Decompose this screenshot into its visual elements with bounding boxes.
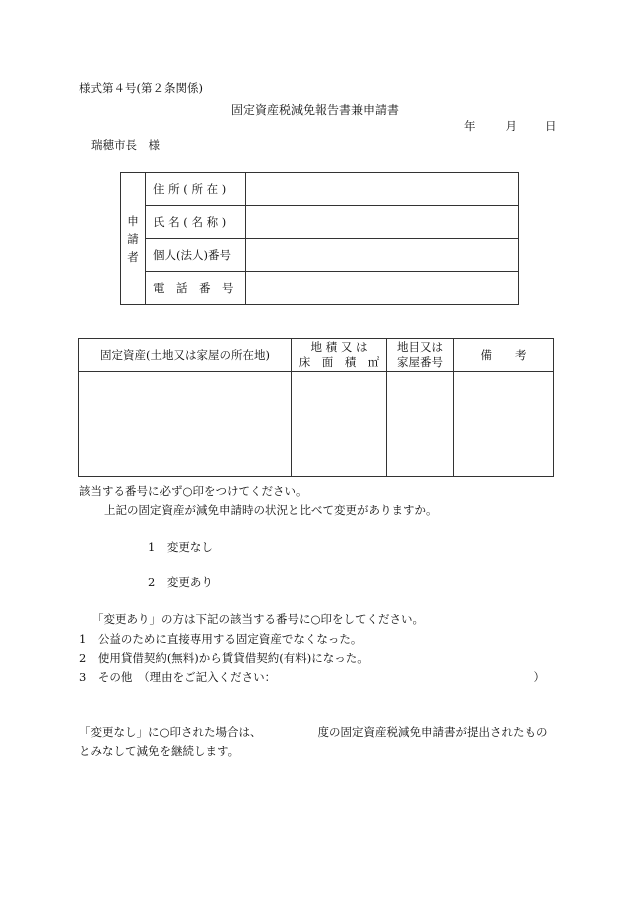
table-row: [79, 372, 554, 477]
form-number: 様式第４号(第２条関係): [79, 81, 203, 95]
side-char: 者: [127, 249, 139, 264]
final-note-line2: とみなして減免を継続します。: [79, 744, 240, 758]
personal-number-field[interactable]: [246, 239, 519, 272]
date-line: [464, 118, 557, 134]
col-location-header: 固定資産(土地又は家屋の所在地): [79, 339, 292, 372]
applicant-row-address: [121, 173, 519, 206]
location-cell[interactable]: [79, 372, 292, 477]
final-note-part-a: 「変更なし」に○印された場合は、: [79, 725, 262, 739]
lotnumber-cell[interactable]: [387, 372, 454, 477]
instruction-note: 該当する番号に必ず○印をつけてください。: [79, 484, 308, 498]
personal-number-label: 個人(法人)番号: [146, 239, 246, 272]
final-note-part-b: 度の固定資産税減免申請書が提出されたもの: [317, 725, 548, 739]
area-cell[interactable]: [292, 372, 387, 477]
date-day-label: 日: [545, 119, 557, 133]
col-lotnumber-header: [387, 339, 454, 372]
reason-item-3-close: ）: [533, 670, 545, 684]
option-no-change[interactable]: 1 変更なし: [148, 540, 213, 554]
name-label: 氏 名 ( 名 称 ): [146, 206, 246, 239]
applicant-row-id: [121, 239, 519, 272]
side-char: 請: [127, 231, 139, 246]
col-remarks-header: 備 考: [454, 339, 554, 372]
applicant-row-name: [121, 206, 519, 239]
remarks-cell[interactable]: [454, 372, 554, 477]
final-note-line1: [79, 724, 548, 740]
applicant-row-phone: [121, 272, 519, 305]
reason-item-3-text: 3 その他 （理由をご記入ください：: [79, 670, 277, 684]
col-lotnumber-header-line2: 家屋番号: [397, 355, 443, 369]
applicant-table: [120, 172, 519, 305]
phone-label: 電 話 番 号: [146, 272, 246, 305]
col-area-header: [292, 339, 387, 372]
addressee: 瑞穂市長 様: [91, 138, 160, 152]
property-table-header: [79, 339, 554, 372]
reason-item-2[interactable]: 2 使用貸借契約(無料)から賃貸借契約(有料)になった。: [79, 651, 369, 665]
changed-instruction: 「変更あり」の方は下記の該当する番号に○印をしてください。: [92, 612, 425, 626]
date-year-label: 年: [464, 119, 476, 133]
option-changed[interactable]: 2 変更あり: [148, 575, 213, 589]
col-lotnumber-header-line1: 地目又は: [397, 340, 443, 354]
document-title: 固定資産税減免報告書兼申請書: [230, 103, 399, 117]
reason-item-1[interactable]: 1 公益のために直接専用する固定資産でなくなった。: [79, 632, 363, 646]
col-area-header-line1: 地 積 又 は: [310, 340, 368, 354]
name-field[interactable]: [246, 206, 519, 239]
property-table: [78, 338, 554, 477]
address-field[interactable]: [246, 173, 519, 206]
phone-field[interactable]: [246, 272, 519, 305]
date-month-label: 月: [505, 119, 517, 133]
side-char: 申: [127, 213, 139, 228]
col-area-header-line2: 床 面 積 ㎡: [298, 355, 380, 369]
applicant-side-label: [121, 173, 146, 305]
change-question: 上記の固定資産が減免申請時の状況と比べて変更がありますか。: [104, 503, 438, 517]
address-label: 住 所 ( 所 在 ): [146, 173, 246, 206]
reason-item-3[interactable]: [79, 669, 545, 685]
